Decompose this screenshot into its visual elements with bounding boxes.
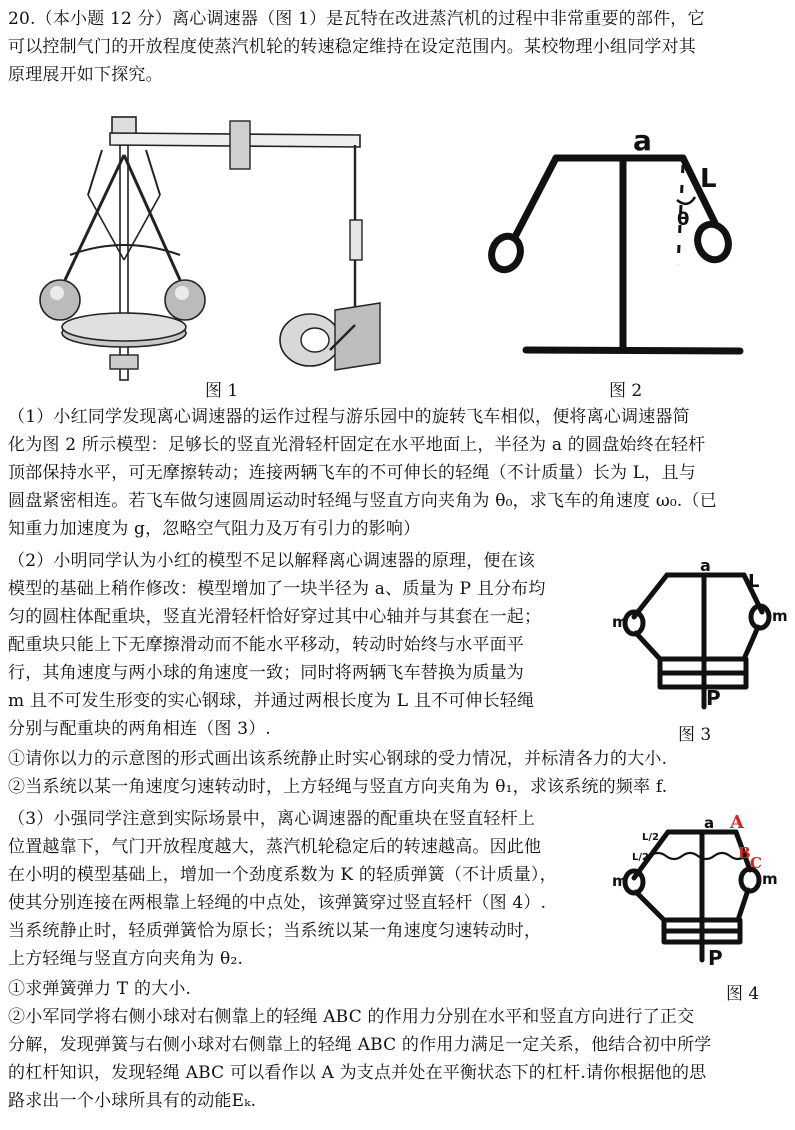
part-3-question-1: ①求弹簧弹力 T 的大小. <box>8 979 192 999</box>
figure-3-model-drawing <box>612 557 787 717</box>
part-3-question-2-line-1: ②小军同学将右侧小球对右侧靠上的轻绳 ABC 的作用力分别在水平和竖直方向进行了正交 <box>8 1007 695 1027</box>
figure-4-label-p: P <box>708 946 723 970</box>
figure-4-label-B: B <box>738 844 751 862</box>
figure-3-label-m-right: m <box>772 607 788 625</box>
part-3-line-6: 上方轻绳与竖直方向夹角为 θ₂. <box>8 949 244 969</box>
part-2-line-1: （2）小明同学认为小红的模型不足以解释离心调速器的原理，便在该 <box>8 551 536 571</box>
question-number: 20. <box>8 9 36 29</box>
figure-2-label-theta: θ <box>677 209 690 230</box>
figure-4-label-A: A <box>730 812 744 833</box>
part-3-question-2-line-2: 分解，发现弹簧与右侧小球对右侧靠上的轻绳 ABC 的作用力满足一定关系，他结合初中所学 <box>8 1035 712 1055</box>
part-3-line-2: 位置越靠下，气门开放程度越大，蒸汽机轮稳定后的转速越高。因此他 <box>8 837 542 857</box>
question-intro-line-3: 原理展开如下探究。 <box>8 65 163 85</box>
figure-4-label-half-l-mid: L/2 <box>632 852 649 863</box>
figure-2-caption: 图 2 <box>609 381 643 401</box>
part-1-line-3: 顶部保持水平，可无摩擦转动；连接两辆飞车的不可伸长的轻绳（不计质量）长为 L，且与 <box>8 463 696 483</box>
figure-2-label-a: a <box>633 124 652 157</box>
part-3-line-5: 当系统静止时，轻质弹簧恰为原长；当系统以某一角速度匀速转动时， <box>8 921 542 941</box>
part-1-line-1: （1）小红同学发现离心调速器的运作过程与游乐园中的旋转飞车相似，便将离心调速器简 <box>8 407 690 427</box>
part-2-line-5: 行，其角速度与两小球的角速度一致；同时将两辆飞车替换为质量为 <box>8 663 524 683</box>
figure-4-label-a: a <box>704 814 715 832</box>
part-2-line-4: 配重块只能上下无摩擦滑动而不能水平移动，转动时始终与水平面平 <box>8 635 524 655</box>
part-2-question-2: ②当系统以某一角速度匀速转动时，上方轻绳与竖直方向夹角为 θ₁，求该系统的频率 f. <box>8 777 668 797</box>
figure-4-label-m-left: m <box>612 872 628 890</box>
part-1-line-2: 化为图 2 所示模型：足够长的竖直光滑轻杆固定在水平地面上，半径为 a 的圆盘始终在轻杆 <box>8 435 706 455</box>
figure-4-model-drawing <box>612 810 787 975</box>
figure-2-model-drawing <box>478 125 758 365</box>
part-2-line-7: 分别与配重块的两角相连（图 3）. <box>8 719 272 739</box>
part-1-line-5: 知重力加速度为 g，忽略空气阻力及万有引力的影响） <box>8 519 421 539</box>
figure-4-label-half-l-top: L/2 <box>642 832 659 843</box>
part-2-line-6: m 且不可发生形变的实心钢球，并通过两根长度为 L 且不可伸长轻绳 <box>8 691 535 711</box>
figure-1-governor-drawing <box>40 95 380 385</box>
figure-3-caption: 图 3 <box>678 725 712 745</box>
part-3-line-3: 在小明的模型基础上，增加一个劲度系数为 K 的轻质弹簧（不计质量）， <box>8 865 557 885</box>
figure-4-label-C: C <box>750 854 762 872</box>
figure-3-label-a: a <box>700 556 711 575</box>
part-2-line-3: 匀的圆柱体配重块，竖直光滑轻杆恰好穿过其中心轴并与其套在一起； <box>8 607 542 627</box>
part-3-question-2-line-3: 的杠杆知识，发现轻绳 ABC 可以看作以 A 为支点并处在平衡状态下的杠杆.请你根据他的思 <box>8 1063 707 1083</box>
part-3-line-1: （3）小强同学注意到实际场景中，离心调速器的配重块在竖直轻杆上 <box>8 809 536 829</box>
figure-1-caption: 图 1 <box>205 381 239 401</box>
part-3-line-4: 使其分别连接在两根靠上轻绳的中点处，该弹簧穿过竖直轻杆（图 4）. <box>8 893 547 913</box>
question-intro-line-2: 可以控制气门的开放程度使蒸汽机轮的转速稳定维持在设定范围内。某校物理小组同学对其 <box>8 37 696 57</box>
part-3-question-2-line-4: 路求出一个小球所具有的动能Eₖ. <box>8 1091 257 1111</box>
part-1-line-4: 圆盘紧密相连。若飞车做匀速圆周运动时轻绳与竖直方向夹角为 θ₀，求飞车的角速度 ω₀.（已 <box>8 491 717 511</box>
figure-2-label-l: L <box>700 164 717 194</box>
figure-3-label-p: P <box>706 686 721 710</box>
figure-3-label-l: L <box>748 571 760 592</box>
figure-3-label-m-left: m <box>612 613 628 631</box>
figure-4-label-m-right: m <box>762 870 778 888</box>
figure-4-caption: 图 4 <box>726 984 760 1004</box>
question-intro-line-1: 20.（本小题 12 分）离心调速器（图 1）是瓦特在改进蒸汽机的过程中非常重要的部件，它 <box>8 9 705 29</box>
part-2-line-2: 模型的基础上稍作修改：模型增加了一块半径为 a、质量为 P 且分布均 <box>8 579 546 599</box>
part-2-question-1: ①请你以力的示意图的形式画出该系统静止时实心钢球的受力情况，并标清各力的大小. <box>8 749 668 769</box>
